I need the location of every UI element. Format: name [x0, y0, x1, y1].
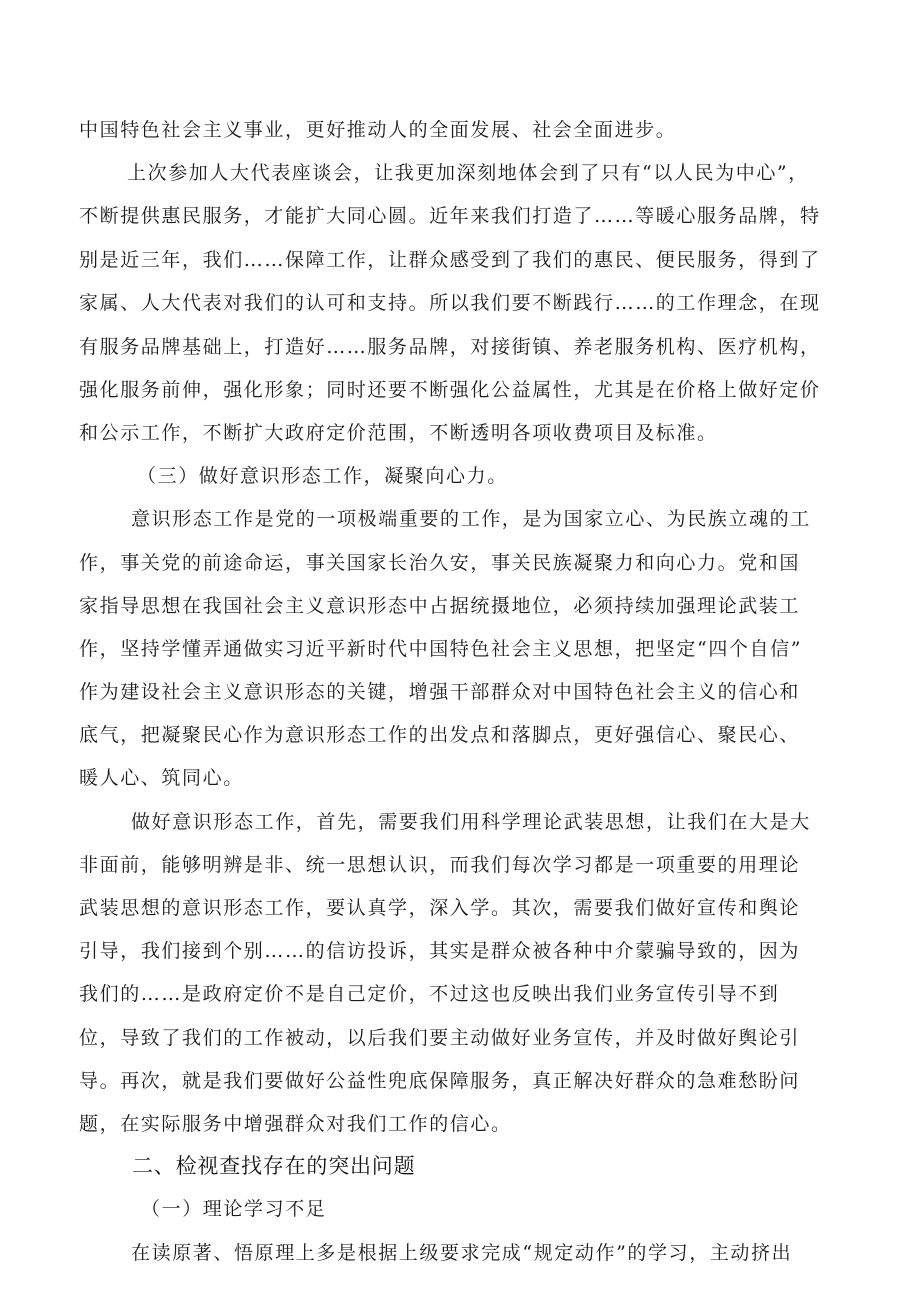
text-line: 强化服务前伸，强化形象；同时还要不断强化公益属性，尤其是在价格上做好定价: [79, 379, 821, 401]
text-line: 别是近三年，我们……保障工作，让群众感受到了我们的惠民、便民服务，得到了: [79, 249, 821, 271]
text-line: 上次参加人大代表座谈会，让我更加深刻地体会到了只有“以人民为中心”，: [127, 162, 809, 184]
text-line: 作为建设社会主义意识形态的关键，增强干部群众对中国特色社会主义的信心和: [79, 681, 801, 703]
section-heading: （三）做好意识形态工作，凝聚向心力。: [137, 465, 508, 487]
main-heading: 二、检视查找存在的突出问题: [132, 1154, 416, 1178]
text-line: 做好意识形态工作，首先，需要我们用科学理论武装思想，让我们在大是大: [131, 811, 811, 833]
text-line: 家属、人大代表对我们的认可和支持。所以我们要不断践行……的工作理念，在现: [79, 292, 821, 314]
text-line: 在读原著、悟原理上多是根据上级要求完成“规定动作”的学习，主动挤出: [131, 1242, 793, 1264]
text-line: 和公示工作，不断扩大政府定价范围，不断透明各项收费项目及标准。: [79, 422, 718, 444]
text-line: 作，坚持学懂弄通做实习近平新时代中国特色社会主义思想，把坚定“四个自信”: [79, 638, 803, 660]
text-line: 导。再次，就是我们要做好公益性兜底保障服务，真正解决好群众的急难愁盼问: [79, 1070, 801, 1092]
text-line: 武装思想的意识形态工作，要认真学，深入学。其次，需要我们做好宣传和舆论: [79, 897, 801, 919]
sub-heading: （一）理论学习不足: [141, 1198, 327, 1220]
text-line: 家指导思想在我国社会主义意识形态中占据统摄地位，必须持续加强理论武装工: [79, 595, 801, 617]
text-line: 非面前，能够明辨是非、统一思想认识，而我们每次学习都是一项重要的用理论: [79, 854, 801, 876]
text-line: 底气，把凝聚民心作为意识形态工作的出发点和落脚点，更好强信心、聚民心、: [79, 724, 801, 746]
text-line: 暖人心、筑同心。: [79, 767, 244, 789]
text-line: 有服务品牌基础上，打造好……服务品牌，对接街镇、养老服务机构、医疗机构，: [79, 336, 821, 358]
text-line: 题，在实际服务中增强群众对我们工作的信心。: [79, 1113, 512, 1135]
text-line: 位，导致了我们的工作被动，以后我们要主动做好业务宣传，并及时做好舆论引: [79, 1027, 801, 1049]
text-line: 中国特色社会主义事业，更好推动人的全面发展、社会全面进步。: [79, 119, 677, 141]
text-line: 作，事关党的前途命运，事关国家长治久安，事关民族凝聚力和向心力。党和国: [79, 552, 801, 574]
text-line: 意识形态工作是党的一项极端重要的工作，是为国家立心、为民族立魂的工: [131, 508, 811, 530]
text-line: 引导，我们接到个别……的信访投诉，其实是群众被各种中介蒙骗导致的，因为: [79, 940, 801, 962]
text-line: 不断提供惠民服务，才能扩大同心圆。近年来我们打造了……等暖心服务品牌，特: [79, 205, 821, 227]
text-line: 我们的……是政府定价不是自己定价，不过这也反映出我们业务宣传引导不到: [79, 983, 780, 1005]
